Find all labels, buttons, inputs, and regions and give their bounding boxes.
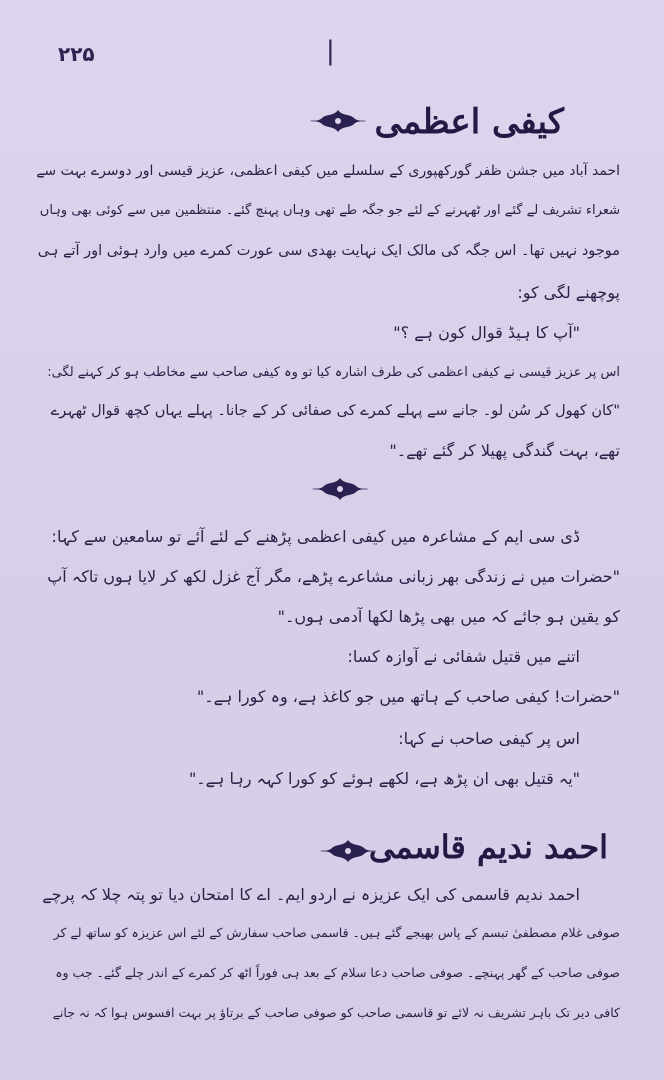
quote-line: "حضرات! کیفی صاحب کے ہاتھ میں جو کاغذ ہے، وہ کورا ہے۔"	[196, 687, 620, 706]
paragraph-line: صوفی غلام مصطفیٰ تبسم کے پاس بھیجے گئے ہیں۔ قاسمی صاحب سفارش کے لئے اس عزیزہ کو ساتھ لے کر	[53, 925, 620, 940]
top-mark: |	[326, 36, 335, 66]
paragraph-line: موجود نہیں تھا۔ اس جگہ کی مالک ایک نہایت بھدی سی عورت کمرے میں وارد ہوئی اور آتے ہی	[37, 243, 620, 259]
paragraph-line: پوچھنے لگی کو:	[517, 283, 620, 302]
paragraph-line: اس پر کیفی صاحب نے کہا:	[398, 729, 580, 748]
quote-line: "یہ قتیل بھی ان پڑھ ہے، لکھے ہوئے کو کورا کہہ رہا ہے۔"	[188, 769, 580, 788]
paragraph-line: صوفی صاحب کے گھر پہنچے۔ صوفی صاحب دعا سلام کے بعد ہی فوراً اٹھ کر کمرے کے اندر چلے گئے۔ جب وہ	[55, 965, 620, 980]
paragraph-line: ڈی سی ایم کے مشاعرہ میں کیفی اعظمی پڑھنے کے لئے آئے تو سامعین سے کہا:	[51, 527, 580, 546]
paragraph-line: شعراء تشریف لے گئے اور ٹھہرنے کے لئے جو جگہ طے تھی وہاں پہنچ گئے۔ منتظمین میں سے کوئی بھی وہاں	[39, 203, 620, 218]
paragraph-line: اتنے میں قتیل شفائی نے آوازہ کسا:	[347, 647, 580, 666]
paragraph-line: کافی دیر تک باہر تشریف نہ لائے تو قاسمی صاحب کو صوفی صاحب کے برتاؤ پر بہت افسوس ہوا کہ نہ جانے	[52, 1005, 620, 1020]
paragraph-line: احمد آباد میں جشن ظفر گورکھپوری کے سلسلے میں کیفی اعظمی، عزیز قیسی اور دوسرے بہت سے	[36, 163, 620, 179]
section-title-ahmad-nadeem-qasmi: احمد ندیم قاسمی	[368, 828, 608, 866]
quote-line: کو یقین ہو جائے کہ میں بھی پڑھا لکھا آدمی ہوں۔"	[277, 607, 620, 626]
quote-line: "حضرات میں نے زندگی بھر زبانی مشاعرے پڑھے، مگر آج غزل لکھ کر لایا ہوں تاکہ آپ	[47, 567, 620, 586]
quote-line: "کان کھول کر سُن لو۔ جانے سے پہلے کمرے کی صفائی کر کے جانا۔ پہلے یہاں کچھ قوال ٹھہرے	[50, 403, 620, 419]
paragraph-line: اس پر عزیز قیسی نے کیفی اعظمی کی طرف اشارہ کیا تو وہ کیفی صاحب سے مخاطب ہو کر کہنے لگی:	[47, 365, 620, 380]
ornament-divider-icon	[308, 108, 368, 134]
quote-line: "آپ کا ہیڈ قوال کون ہے ؟"	[393, 323, 580, 342]
section-title-kaifi-azmi: کیفی اعظمی	[374, 102, 564, 142]
ornament-divider-icon	[310, 476, 370, 502]
paragraph-line: احمد ندیم قاسمی کی ایک عزیزہ نے اردو ایم۔ اے کا امتحان دیا تو پتہ چلا کہ پرچے	[42, 885, 580, 904]
page-number: ۲۲۵	[58, 42, 95, 66]
quote-line: تھے، بہت گندگی پھیلا کر گئے تھے۔"	[389, 441, 620, 460]
